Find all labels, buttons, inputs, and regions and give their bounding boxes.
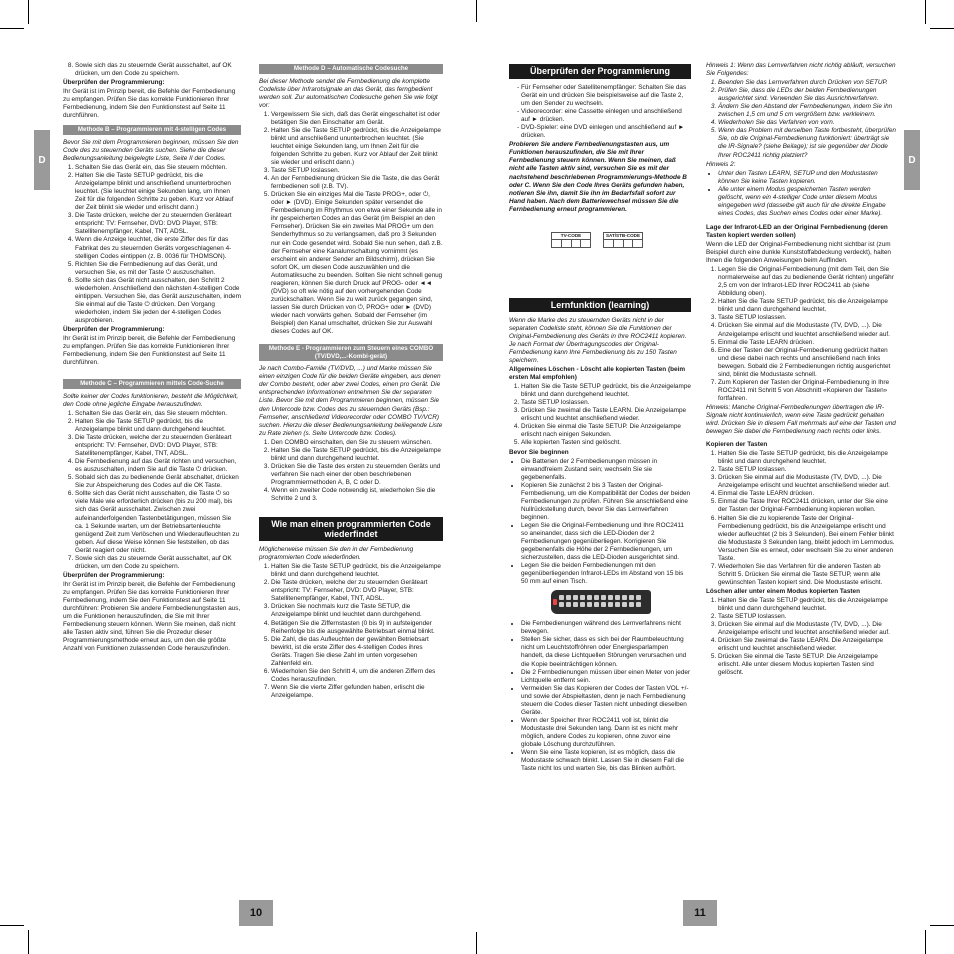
step-list bbox=[706, 79, 896, 159]
list-item: 3. Taste SETUP loslassen. bbox=[271, 167, 443, 175]
list-item: 5. Wenn das Problem mit derselben Taste fortbesteht, überprüfen Sie, ob die Original-Fernbedienung funktioniert: überträgt sie die IR-Signale? (siehe Beilage); ist sie gegenüber der Diode Ihrer ROC2411 richtig platziert? bbox=[718, 127, 896, 159]
list-item: 5. Einmal die Taste Ihrer ROC2411 drücken, unter der Sie eine der Tasten der Original-Fernbedienung kopieren wollen. bbox=[718, 498, 896, 514]
list-item: - Videorecorder: eine Cassette einlegen und anschließend auf ► drücken. bbox=[521, 108, 691, 124]
paragraph: Ihr Gerät ist im Prinzip bereit, die Befehle der Fernbedienung zu empfangen. Prüfen Sie das korrekte Funktionieren Ihrer Fernbedienung, indem Sie den Funktionstest auf Seite 11 durchführen. bbox=[63, 335, 236, 367]
list-item: - Für Fernseher oder Satellitenempfänger: Schalten Sie das Gerät ein und drücken Sie beispielsweise auf die Taste 2, um den Sender zu wechseln. bbox=[521, 84, 691, 108]
tv-code-label: TV-CODE bbox=[551, 232, 591, 240]
list-item: 1. Den COMBO einschalten, den Sie zu steuern wünschen. bbox=[271, 439, 443, 447]
step-list bbox=[706, 597, 896, 677]
section-heading: Überprüfen der Programmierung: bbox=[63, 326, 165, 333]
bullet-list bbox=[509, 620, 691, 773]
list-item: 2. Taste SETUP loslassen. bbox=[718, 613, 896, 621]
list-item: • Legen Sie die Original-Fernbedienung und Ihre ROC2411 so aneinander, dass sich die LED-Dioden der 2 Fernbedienungen gegenüberliegen. Korrigieren Sie gegebenenfalls die Höhe der 2 Fernbedienungen, um sicherzustellen, dass die LED-Dioden ausgerichtet sind. bbox=[521, 522, 691, 562]
crop-mark bbox=[930, 925, 954, 926]
list-item: 3. Drücken Sie die Taste des ersten zu steuernden Geräts und verfahren Sie nach einer der oben beschriebenen Programmiermethoden A, B, C oder D. bbox=[271, 463, 443, 487]
list-item: 4. Wenn ein zweiter Code notwendig ist, wiederholen Sie die Schritte 2 und 3. bbox=[271, 487, 443, 503]
list-item: • Legen Sie die beiden Fernbedienungen mit den gegenüberliegenden Infrarot-LEDs im Abstand von 15 bis 50 mm auf einen Tisch. bbox=[521, 562, 691, 586]
section-heading: Löschen aller unter einem Modus kopierten Tasten bbox=[706, 587, 860, 595]
crop-mark bbox=[0, 28, 24, 29]
list-item: 4. Einmal die Taste LEARN drücken. bbox=[718, 490, 896, 498]
step-list bbox=[259, 439, 443, 503]
test-list bbox=[509, 84, 691, 140]
section-heading: Überprüfen der Programmierung: bbox=[63, 79, 165, 87]
list-item: 6. Sollte sich das Gerät nicht ausschalten, den Schritt 2 wiederholen. Anschließend den nächsten 4-stelligen Code eintippen. Versuchen Sie, das Gerät auszuschalten, indem Sie einmal auf die Taste ⏻ drücken. Den Vorgang wiederholen, indem Sie jeden der 4-stelligen Codes ausprobieren. bbox=[75, 277, 241, 325]
list-item: 5. Alle kopierten Tasten sind gelöscht. bbox=[521, 439, 691, 447]
column-1 bbox=[63, 62, 241, 654]
tv-code-box bbox=[551, 232, 591, 248]
list-item: 3. Ändern Sie den Abstand der Fernbedienungen, indem Sie ihn zwischen 1,5 cm und 5 cm vergrößern bzw. verkleinern. bbox=[718, 103, 896, 119]
list-item: 3. Drücken Sie zweimal die Taste LEARN. Die Anzeigelampe erlischt und leuchtet anschließend wieder. bbox=[521, 407, 691, 423]
list-item: • Wenn Sie eine Taste kopieren, ist es möglich, dass die Modustaste schwach blinkt. Lassen Sie in diesem Fall die Taste nicht los und warten Sie, bis das Blinken aufhört. bbox=[521, 749, 691, 773]
section-heading: Kopieren der Tasten bbox=[706, 441, 768, 449]
list-item: 6. Wiederholen Sie den Schritt 4, um die anderen Ziffern des Codes herauszufinden. bbox=[271, 668, 443, 684]
list-item: 2. Halten Sie die Taste SETUP gedrückt, bis die Anzeigelampe blinkt und anschließend ununterbrochen leuchtet. (Sie leuchtet einige Sekunden lang, um Ihnen Zeit für die folgenden Schritte zu geben. Kurz vor Ablauf der Zeit blinkt sie wieder und erlischt dann.) bbox=[75, 172, 241, 212]
list-item: • Die 2 Fernbedienungen müssen über einen Meter von jeder Lichtquelle entfernt sein. bbox=[521, 669, 691, 685]
crop-mark bbox=[28, 0, 29, 24]
list-item: 7. Sowie sich das zu steuernde Gerät ausschaltet, auf OK drücken, um den Code zu speichern. bbox=[75, 555, 241, 571]
paragraph: Wenn die LED der Original-Fernbedienung nicht sichtbar ist (zum Beispiel durch eine dunkle Kunststoffabdeckung verdeckt), halten Ihnen die folgenden Anweisungen beim Auffinden. bbox=[706, 240, 891, 265]
list-item: 1. Halten Sie die Taste SETUP gedrückt, bis die Anzeigelampe blinkt und dann durchgehend leuchtet. bbox=[718, 450, 896, 466]
crop-mark bbox=[925, 0, 926, 24]
note: Hinweis 1: Wenn das Lernverfahren nicht richtig abläuft, versuchen Sie Folgendes: bbox=[706, 62, 896, 78]
paragraph: Möglicherweise müssen Sie den in der Fernbedienung programmierten Code wiederfinden. bbox=[259, 546, 414, 562]
list-item: 1. Halten Sie die Taste SETUP gedrückt, bis die Anzeigelampe blinkt und dann durchgehend leuchtet. bbox=[718, 597, 896, 613]
list-item: 7. Zum Kopieren der Tasten der Original-Fernbedienung in Ihre ROC2411 mit Schritt 5 von Abschnitt «Kopieren der Tasten» fortfahren. bbox=[718, 379, 896, 403]
page-number-right: 11 bbox=[683, 900, 717, 926]
paragraph: Wenn die Marke des zu steuernden Geräts nicht in der separaten Codeliste steht, können Sie die Funktionen der Original-Fernbedienung des Geräts in Ihre ROC2411 kopieren. Je nach Format der Übertragungscodes der Original-Fernbedienung kann Ihre Fernbedienung bis zu 150 Tasten speichern. bbox=[509, 316, 687, 364]
list-item: 1. Beenden Sie das Lernverfahren durch Drücken von SETUP. bbox=[718, 79, 896, 87]
paragraph: Ihr Gerät ist im Prinzip bereit, die Befehle der Fernbedienung zu empfangen. Prüfen Sie das korrekte Funktionieren Ihrer Fernbedienung, indem Sie den Funktionstest auf Seite 11 durchführen. bbox=[63, 88, 236, 120]
step-list bbox=[706, 450, 896, 587]
remote-illustration bbox=[551, 590, 651, 614]
list-item: 3. Die Taste drücken, welche der zu steuernden Geräteart entspricht: TV: Fernseher, DVD: DVD Player, STB: Satellitenempfänger, Kabel, TNT, ADSL. bbox=[75, 434, 241, 458]
paragraph: Ihr Gerät ist im Prinzip bereit, die Befehle der Fernbedienung zu empfangen. Prüfen Sie das korrekte Funktionieren Ihrer Fernbedienung, indem Sie den Funktionstest auf Seite 11 durchführen: Probieren Sie andere Fernbedienungstasten aus, um die Funktionen herauszufinden, die Sie mit Ihrer Fernbedienung steuern können. Wenn Sie meinen, daß nicht alle Tasten aktiv sind, führen Sie die Prozedur dieser Programmierungsmethode erneut aus, um den die größte Anzahl von Funktionen zulassenden Code herauszufinden. bbox=[63, 580, 241, 653]
code-boxes bbox=[551, 232, 691, 248]
section-heading: Bevor Sie beginnen bbox=[509, 448, 569, 456]
list-item: 3. Drücken Sie nochmals kurz die Taste SETUP, die Anzeigelampe blinkt und leuchtet dann durchgehend. bbox=[271, 603, 443, 619]
list-item: • Unter den Tasten LEARN, SETUP und den Modustasten können Sie keine Tasten kopieren. bbox=[718, 170, 896, 186]
column-2 bbox=[259, 62, 443, 701]
list-item: 1. Vergewissern Sie sich, daß das Gerät eingeschaltet ist oder betätigen Sie den Einschalter am Gerät. bbox=[271, 111, 443, 127]
list-item: 2. Taste SETUP loslassen. bbox=[521, 399, 691, 407]
language-tab-right: D bbox=[904, 130, 920, 190]
paragraph: Bevor Sie mit dem Programmieren beginnen, müssen Sie den Code des zu steuernden Geräts suchen. Siehe die dieser Bedienungsanleitung beigelegte Liste, Seite II der Codes. bbox=[63, 138, 239, 163]
crop-mark bbox=[28, 930, 29, 954]
section-heading: Überprüfen der Programmierung: bbox=[63, 571, 165, 579]
list-item: • Die Batterien der 2 Fernbedienungen müssen in einwandfreiem Zustand sein; wechseln Sie sie gegebenenfalls. bbox=[521, 458, 691, 482]
list-item: 6. Halten Sie die zu kopierende Taste der Original-Fernbedienung gedrückt, bis die Anzeigelampe erlischt und wieder aufleuchtet (2 bis 3 Sekunden). Bei einem Fehler blinkt die Modustaste 3 Sekunden lang, bleibt jedoch im Lernmodus. Versuchen Sie es erneut, oder wechseln Sie zu einer anderen Taste. bbox=[718, 515, 896, 563]
section-heading: Lage der Infrarot-LED an der Original Fernbedienung (deren Tasten kopiert werden sollen) bbox=[706, 223, 888, 239]
list-item: 1. Halten Sie die Taste SETUP gedrückt, bis die Anzeigelampe blinkt und dann durchgehend leuchtet. bbox=[521, 383, 691, 399]
step-list bbox=[259, 563, 443, 700]
list-item: • Vermeiden Sie das Kopieren der Codes der Tasten VOL +/- und sowie der Abspieltasten, denn je nach Fernbedienung steuern die Codes dieser Tasten nicht unbedingt dieselben Geräte. bbox=[521, 685, 691, 717]
list-item: 2. Prüfen Sie, dass die LEDs der beiden Fernbedienungen ausgerichtet sind. Verwenden Sie das Ausrichtverfahren. bbox=[718, 87, 896, 103]
crop-mark bbox=[476, 932, 477, 954]
list-item: 4. Wiederholen Sie das Verfahren von vorn. bbox=[718, 119, 896, 127]
find-code-header: Wie man einen programmierten Code wiederfindet bbox=[259, 517, 443, 541]
list-item: 4. Wenn die Anzeige leuchtet, die erste Ziffer des für das Fabrikat des zu steuernden Geräts vorgeschlagenen 4-stelligen Codes eintippen (z. B. 0036 für THOMSON). bbox=[75, 236, 241, 260]
method-e-header: Methode E - Programmieren zum Steuern eines COMBO (TV/DVD,...-Kombi-gerät) bbox=[259, 344, 443, 361]
method-b-header: Methode B – Programmieren mit 4-stelligen Codes bbox=[63, 125, 241, 135]
note: Hinweis 2: bbox=[706, 160, 736, 168]
list-item: 4. Drücken Sie einmal die Taste SETUP. Die Anzeigelampe erlischt nach einigen Sekunden. bbox=[521, 423, 691, 439]
step-list bbox=[63, 164, 241, 325]
list-item: 8. Sowie sich das zu steuernde Gerät ausschaltet, auf OK drücken, um den Code zu speichern. bbox=[75, 62, 241, 78]
paragraph: Probieren Sie andere Fernbedienungstasten aus, um Funktionen herauszufinden, die Sie mit Ihrer Fernbedienung steuern können. Wenn Sie meinen, daß nicht alle Tasten aktiv sind, versuchen Sie es mit der nachstehend beschriebenen Programmierungs-Methode B oder C. Wenn Sie den Code Ihres Geräts gefunden haben, notieren Sie ihn, damit Sie ihn im Bedarfsfall sofort zur Hand haben. Nach dem Batteriewechsel müssen Sie die Fernbedienung erneut programmieren. bbox=[509, 141, 687, 213]
sat-code-box bbox=[603, 232, 643, 248]
list-item: 4. Drücken Sie einmal auf die Modustaste (TV, DVD, ...). Die Anzeigelampe erlischt und leuchtet anschließend wieder auf. bbox=[718, 322, 896, 338]
method-d-header: Methode D – Automatische Codesuche bbox=[259, 64, 443, 74]
list-item: 1. Schalten Sie das Gerät ein, das Sie steuern möchten. bbox=[75, 164, 241, 172]
list-item: 2. Die Taste drücken, welche der zu steuernden Geräteart entspricht: TV: Fernseher, DVD: DVD Player, STB: Satellitenempfänger, Kabel, TNT, ADSL. bbox=[271, 579, 443, 603]
list-item: • Alle unter einem Modus gespeicherten Tasten werden gelöscht, wenn ein 4-stelliger Code unter diesem Modus eingegeben wird (dasselbe gilt auch für die direkte Eingabe eines Codes, das Suchen eines Codes oder einer Marke). bbox=[718, 186, 896, 218]
step-list bbox=[706, 266, 896, 403]
list-item: 5. Drücken Sie ein einziges Mal die Taste PROG+, oder ⏻, oder ► (DVD). Einige Sekunden später versendet die Fernbedienung im Rhythmus von etwa einer Sekunde alle in ihr gespeicherten Codes an das Gerät (im Beispiel an den Fernseher). Drücken Sie ein zweites Mal PROG+ um den Senderhythmus so zu verlangsamen, daß pro 3 Sekunden nur ein Code gesendet wird. Sobald Sie nun sehen, daß z.B. der Fernseher eine Kanalumschaltung vornimmt (es erscheint ein anderer Sender am Bildschirm), drücken Sie sofort OK, um diesen Code auszuwählen und die Automatiksuche zu beenden. Sollten Sie nicht schnell genug reagieren, können Sie durch Druck auf PROG- oder ◄◄ (DVD) so oft wie nötig auf den vorhergehenden Code zurückschalten. Wenn Sie zu weit zurück gegangen sind, lassen Sie durch Drücken von ⏻, PROG+ oder ► (DVD) wieder nach vorwärts gehen. Sobald der Fernseher (im Beispiel) den Kanal umschaltet, drücken Sie zur Auswahl dieses Codes auf OK. bbox=[271, 191, 443, 336]
list-item: 4. Die Fernbedienung auf das Gerät richten und versuchen, es auszuschalten, indem Sie auf die Taste ⏻ drücken. bbox=[75, 458, 241, 474]
list-item: 6. Eine der Tasten der Original-Fernbedienung gedrückt halten und diese dabei nach rechts und anschließend nach links bewegen. Sobald die 2 Fernbedienungen richtig ausgerichtet sind, blinkt die Modustaste schnell. bbox=[718, 347, 896, 379]
list-item: 5. Einmal die Taste LEARN drücken. bbox=[718, 339, 896, 347]
list-item: • Stellen Sie sicher, dass es sich bei der Raumbeleuchtung nicht um Leuchtstoffröhren oder Energiesparlampen handelt, da diese Lichtquellen Störungen verursachen und die Kopie beeinträchtigen können. bbox=[521, 636, 691, 668]
list-item: • Wenn der Speicher Ihrer ROC2411 voll ist, blinkt die Modustaste drei Sekunden lang. Dann ist es nicht mehr möglich, andere Codes zu kopieren, ohne zuvor eine globale Löschung durchzuführen. bbox=[521, 717, 691, 749]
crop-mark bbox=[925, 930, 926, 954]
learning-header: Lernfunktion (learning) bbox=[509, 298, 691, 312]
step-list bbox=[509, 383, 691, 447]
bullet-list bbox=[706, 170, 896, 218]
list-item: - DVD-Spieler: eine DVD einlegen und anschließend auf ► drücken. bbox=[521, 124, 691, 140]
list-item: 1. Schalten Sie das Gerät ein, das Sie steuern möchten. bbox=[75, 410, 241, 418]
list-item: • Die Fernbedienungen während des Lernverfahrens nicht bewegen. bbox=[521, 620, 691, 636]
crop-mark bbox=[476, 0, 477, 22]
note: Hinweis: Manche Original-Fernbedienungen übertragen die IR-Signale nicht kontinuierlich, wenn eine Taste gedrückt gehalten wird. Drücken Sie in diesem Fall mehrmals auf eine der Tasten und bewegen Sie dabei die Fernbedienung nach rechts oder links. bbox=[706, 403, 896, 436]
section-heading: Allgemeines Löschen - Löscht alle kopierten Tasten (beim ersten Mal empfohlen) bbox=[509, 366, 686, 382]
method-c-header: Methode C – Programmieren mittels Code-Suche bbox=[63, 379, 241, 389]
column-3 bbox=[509, 62, 691, 774]
paragraph: Je nach Combo-Familie (TV/DVD, ...) und Marke müssen Sie einen einzigen Code für die beiden Geräte eingeben, aus denen der Combo besteht, oder aber zwei Codes, einen pro Gerät. Die entsprechenden Informationen entnehmen Sie der separaten Liste. Bevor Sie mit dem Programmieren beginnen, müssen Sie den Untercode bzw. Codes des zu steuernden Geräts (Bsp.: Fernseher, anschließend Videorecorder oder COMBO TV/VCR) suchen. Hierzu die dieser Bedienungsanleitung beiliegende Liste zu Rate ziehen (s. Seite Untercode bzw. Codes). bbox=[259, 365, 443, 437]
list-item: 3. Taste SETUP loslassen. bbox=[718, 314, 896, 322]
page-number-left: 10 bbox=[239, 900, 273, 926]
crop-mark bbox=[0, 925, 24, 926]
list-item: 2. Taste SETUP loslassen. bbox=[718, 466, 896, 474]
list-item: 5. Richten Sie die Fernbedienung auf das Gerät, und versuchen Sie, es mit der Taste ⏻ auszuschalten. bbox=[75, 261, 241, 277]
list-item: 7. Wiederholen Sie das Verfahren für die anderen Tasten ab Schritt 5. Drücken Sie einmal die Taste SETUP, wenn alle gewünschten Tasten kopiert sind. Die Modustaste erlischt. bbox=[718, 563, 896, 587]
paragraph: Sollte keiner der Codes funktionieren, besteht die Möglichkeit, den Code ohne jegliche Eingabe herauszufinden. bbox=[63, 392, 239, 408]
test-header: Überprüfen der Programmierung bbox=[509, 64, 691, 79]
language-tab-left: D bbox=[34, 130, 50, 190]
list-item: 4. Drücken Sie zweimal die Taste LEARN. Die Anzeigelampe erlischt und leuchtet anschließend wieder. bbox=[718, 637, 896, 653]
list-item: 2. Halten Sie die Taste SETUP gedrückt, bis die Anzeigelampe blinkt und dann durchgehend leuchtet. bbox=[718, 298, 896, 314]
column-4 bbox=[706, 62, 896, 678]
list-item: 6. Sollte sich das Gerät nicht ausschalten, die Taste ⏻ so viele Male wie erforderlich drücken (bis zu 200 mal), bis sich das Gerät ausschaltet. Zwischen zwei aufeinanderfolgenden Tastenbetätigungen, müssen Sie ca. 1 Sekunde warten, um der Betriebsartenleuchte genügend Zeit zum Verlöschen und Wiederaufleuchten zu geben. Auf diese Weise können Sie feststellen, ob das Gerät reagiert oder nicht. bbox=[75, 490, 241, 554]
list-item: 3. Drücken Sie einmal auf die Modustaste (TV, DVD, ...). Die Anzeigelampe erlischt und leuchtet anschließend wieder auf. bbox=[718, 621, 896, 637]
list-item: 1. Halten Sie die Taste SETUP gedrückt, bis die Anzeigelampe blinkt und dann durchgehend leuchtet. bbox=[271, 563, 443, 579]
list-item: 2. Halten Sie die Taste SETUP gedrückt, bis die Anzeigelampe blinkt und anschließend ununterbrochen leuchtet. (Sie leuchtet einige Sekunden lang, um Ihnen Zeit für die folgenden Schritte zu geben. Kurz vor Ablauf der Zeit blinkt sie wieder und erlischt dann.) bbox=[271, 127, 443, 167]
step-list bbox=[63, 410, 241, 571]
step-list bbox=[259, 111, 443, 336]
list-item: 5. Sobald sich das zu bedienende Gerät abschaltet, drücken Sie zur Abspeicherung des Codes auf die OK Taste. bbox=[75, 474, 241, 490]
step-list bbox=[63, 62, 241, 78]
list-item: 2. Halten Sie die Taste SETUP gedrückt, bis die Anzeigelampe blinkt und dann durchgehend leuchtet. bbox=[271, 447, 443, 463]
list-item: 4. An der Fernbedienung drücken Sie die Taste, die das Gerät fernbedienen soll (z.B. TV). bbox=[271, 175, 443, 191]
list-item: 5. Drücken Sie einmal die Taste SETUP. Die Anzeigelampe erlischt. Alle unter diesem Modus kopierten Tasten sind gelöscht. bbox=[718, 653, 896, 677]
list-item: 4. Betätigen Sie die Ziffernstasten (0 bis 9) in aufsteigender Reihenfolge bis die ausgewählte Betriebsart einmal blinkt. bbox=[271, 620, 443, 636]
paragraph: Bei dieser Methode sendet die Fernbedienung die komplette Codeliste über Infrarotsignale an das Gerät, das ferngbedient werden soll. Zur automatischen Codesuche gehen Sie wie folgt vor: bbox=[259, 77, 438, 109]
list-item: • Kopieren Sie zunächst 2 bis 3 Tasten der Original-Fernbedienung, um die Kompatibilität der Codes der beiden Fernbedienungen zu prüfen. Führen Sie anschließend eine Nullrückstellung durch, bevor Sie das Lernverfahren beginnen. bbox=[521, 482, 691, 522]
list-item: 7. Wenn Sie die vierte Ziffer gefunden haben, erlischt die Anzeigelampe. bbox=[271, 684, 443, 700]
list-item: 1. Legen Sie die Original-Fernbedienung (mit dem Teil, den Sie normalerweise auf das zu bedienende Gerät richten) ungefähr 2,5 cm von der Infrarot-LED Ihrer ROC2411 ab (siehe Abbildung oben). bbox=[718, 266, 896, 298]
list-item: 3. Drücken Sie einmal auf die Modustaste (TV, DVD, ...). Die Anzeigelampe erlischt und leuchtet anschließend wieder auf. bbox=[718, 474, 896, 490]
list-item: 5. Die Zahl, die das Aufleuchten der gewählten Betriebsart bewirkt, ist die erste Ziffer des 4-stelligen Codes ihres Geräts. Tragen Sie diese Zahl im unten vorgesehen Zahlenfeld ein. bbox=[271, 636, 443, 668]
list-item: 2. Halten Sie die Taste SETUP gedrückt, bis die Anzeigelampe blinkt und dann durchgehend leuchtet. bbox=[75, 418, 241, 434]
list-item: 3. Die Taste drücken, welche der zu steuernden Geräteart entspricht: TV: Fernseher, DVD: DVD Player, STB: Satellitenempfänger, Kabel, TNT, ADSL. bbox=[75, 212, 241, 236]
sat-code-label: SAT/STB-CODE bbox=[603, 232, 643, 240]
crop-mark bbox=[930, 28, 954, 29]
bullet-list bbox=[509, 458, 691, 587]
